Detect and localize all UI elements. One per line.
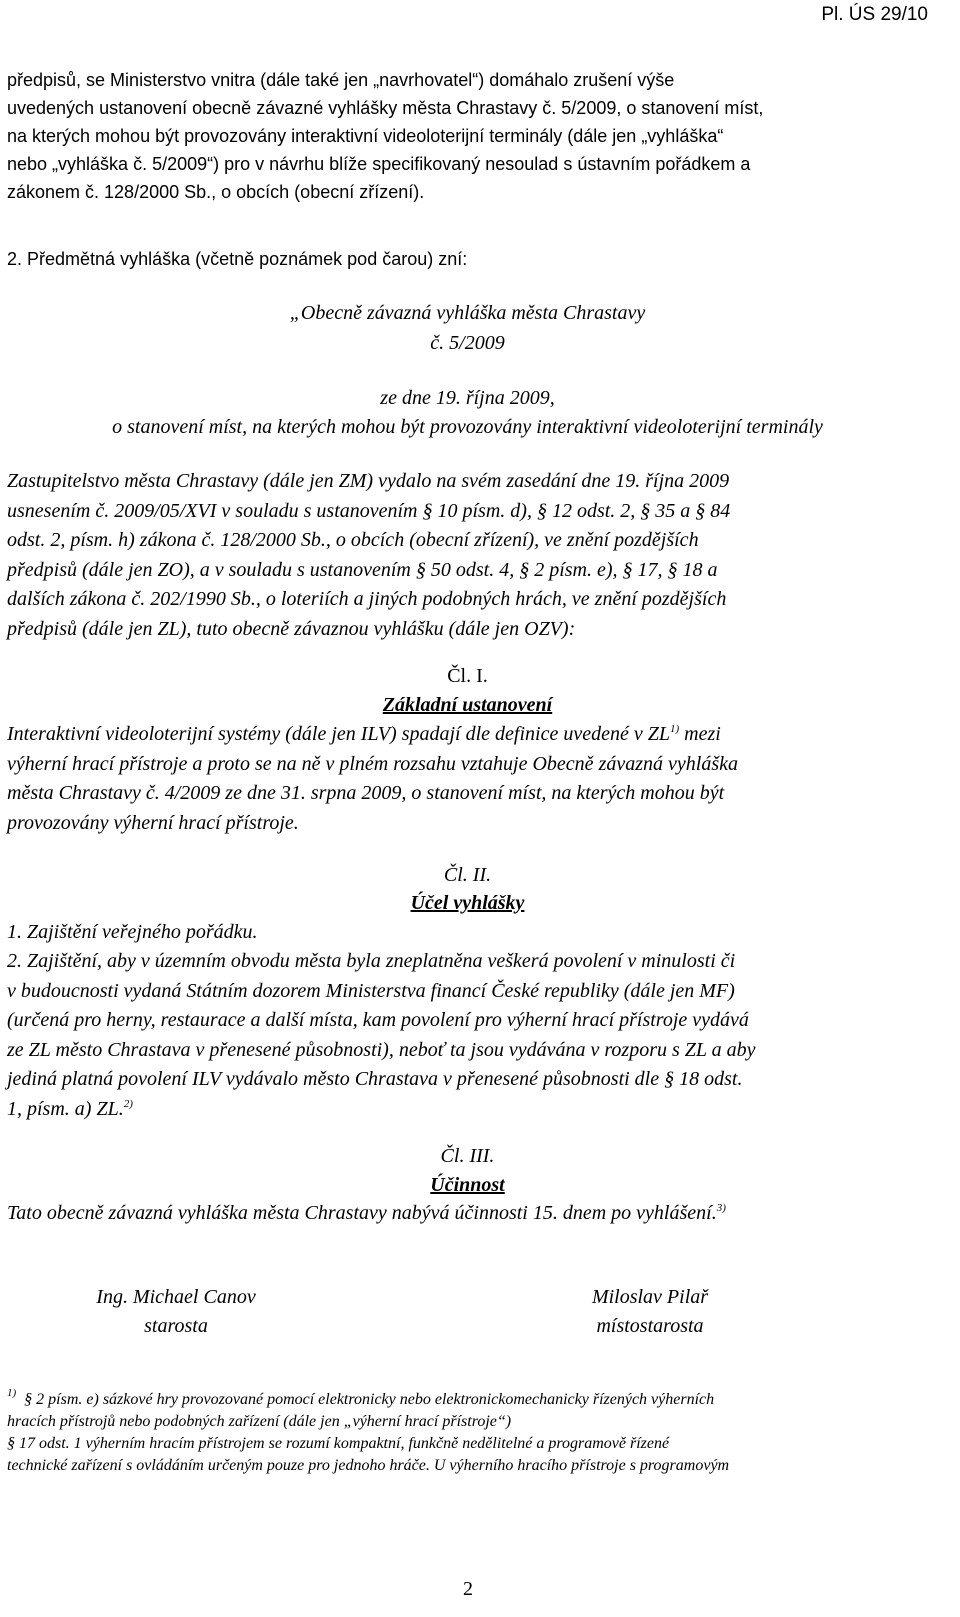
article-3-title	[7, 1171, 928, 1201]
page-number: 2	[463, 1578, 473, 1600]
article-2-title	[7, 889, 928, 919]
article-2-point-2	[7, 947, 928, 1124]
preamble-line: Zastupitelstvo města Chrastavy (dále jen ZM) vydalo na svém zasedání dne 19. října 2009	[7, 470, 730, 492]
article-1-number: Čl. I.	[447, 665, 488, 687]
intro-line: nebo „vyhláška č. 5/2009“) pro v návrhu blíže specifikovaný nesoulad s ústavním pořádkem a	[7, 154, 751, 174]
ordinance-title	[7, 299, 928, 358]
article-2-text-part: 1, písm. a) ZL.	[7, 1097, 124, 1120]
ordinance-number: č. 5/2009	[430, 331, 505, 354]
footnote-line: hracích přístrojů nebo podobných zařízení (dále jen „výherní hrací přístroje“)	[7, 1413, 512, 1430]
intro-line: uvedených ustanovení obecně závazné vyhlášky města Chrastavy č. 5/2009, o stanovení míst,	[7, 98, 764, 118]
article-1-title	[7, 691, 928, 721]
article-1-heading: Základní ustanovení	[382, 694, 553, 716]
ordinance-title-line: „Obecně závazná vyhláška města Chrastavy	[289, 302, 646, 324]
footnote-ref-3: 3)	[716, 1202, 726, 1214]
point-2: 2. Předmětná vyhláška (včetně poznámek pod čarou) zní:	[7, 249, 468, 269]
article-1-line: města Chrastavy č. 4/2009 ze dne 31. srpna 2009, o stanovení míst, na kterých mohou být	[7, 782, 725, 804]
intro-line: na kterých mohou být provozovány interaktivní videoloterijní terminály (dále jen „vyhláška“	[7, 126, 724, 146]
preamble-line: odst. 2, písm. h) zákona č. 128/2000 Sb., o obcích (obecní zřízení), ve znění pozdějších	[7, 529, 699, 551]
article-2-heading: Účel vyhlášky	[410, 892, 525, 914]
footnote-marker: 1)	[7, 1387, 17, 1399]
article-3-heading: Účinnost	[430, 1174, 505, 1196]
preamble	[7, 467, 928, 644]
article-2-number: Čl. II.	[443, 864, 492, 886]
preamble-line: usnesením č. 2009/05/XVI v souladu s ustanovením § 10 písm. d), § 12 odst. 2, § 35 a § 84	[7, 499, 731, 522]
signature-role: starosta	[144, 1315, 208, 1337]
article-1-line	[7, 720, 928, 750]
preamble-line: dalších zákona č. 202/1990 Sb., o loteriích a jiných podobných hrách, ve znění pozdějších	[7, 588, 727, 610]
footnote-line: § 17 odst. 1 výherním hracím přístrojem se rozumí kompaktní, funkčně nedělitelné a programově řízené	[7, 1435, 670, 1452]
footnote-line	[7, 1389, 928, 1411]
intro-line: zákonem č. 128/2000 Sb., o obcích (obecní zřízení).	[7, 182, 425, 202]
signature-right	[530, 1283, 770, 1341]
article-1-text-part: Interaktivní videoloterijní systémy (dále jen ILV) spadají dle definice uvedené v ZL	[7, 723, 670, 745]
ordinance-subject: o stanovení míst, na kterých mohou být provozovány interaktivní videoloterijní terminály	[112, 416, 823, 438]
article-3-number: Čl. III.	[440, 1145, 495, 1167]
signature-name: Ing. Michael Canov	[96, 1286, 256, 1308]
article-2-line	[7, 1095, 928, 1125]
footnote-text: § 2 písm. e) sázkové hry provozované pomocí elektronicky nebo elektronickomechanicky řízených výherních	[24, 1391, 715, 1408]
article-1-line: provozovány výherní hrací přístroje.	[7, 811, 299, 834]
article-1-text	[7, 720, 928, 838]
footnotes	[7, 1389, 928, 1477]
intro-line: předpisů, se Ministerstvo vnitra (dále také jen „navrhovatel“) domáhalo zrušení výše	[7, 70, 675, 90]
article-3-text	[7, 1199, 928, 1229]
article-1-line: výherní hrací přístroje a proto se na ně v plném rozsahu vztahuje Obecně závazná vyhláška	[7, 752, 738, 775]
article-1-text-part: mezi	[679, 723, 721, 745]
intro-paragraph	[7, 66, 928, 206]
signature-name: Miloslav Pilař	[591, 1286, 709, 1308]
signature-left	[56, 1283, 296, 1341]
article-3-text-part: Tato obecně závazná vyhláška města Chrastavy nabývá účinnosti 15. dnem po vyhlášení.	[7, 1202, 717, 1224]
article-2-line: jediná platná povolení ILV vydávalo město Chrastava v přenesené působnosti dle § 18 odst.	[7, 1068, 743, 1090]
article-2-point-1: 1. Zajištění veřejného pořádku.	[7, 921, 258, 943]
footnote-ref-2: 2)	[123, 1097, 133, 1110]
footnote-line: technické zařízení s ovládáním určeným pouze pro jednoho hráče. U výherního hracího přístroje s programovým	[7, 1457, 730, 1474]
ordinance-date: ze dne 19. října 2009,	[380, 387, 555, 409]
article-2-line: v budoucnosti vydaná Státním dozorem Ministerstva financí České republiky (dále jen MF)	[7, 979, 735, 1002]
article-2-line: 2. Zajištění, aby v územním obvodu města byla zneplatněna veškerá povolení v minulosti či	[7, 950, 736, 972]
footnote-ref-1: 1)	[669, 723, 680, 735]
signature-role: místostarosta	[596, 1315, 704, 1337]
article-2-line: ze ZL město Chrastava v přenesené působnosti), neboť ta jsou vydávána v rozporu s ZL a aby	[7, 1038, 756, 1061]
article-2-line: (určená pro herny, restaurace a další místa, kam povolení pro výherní hrací přístroje vydává	[7, 1009, 749, 1031]
preamble-line: předpisů (dále jen ZO), a v souladu s ustanovením § 50 odst. 4, § 2 písm. e), § 17, § 18 a	[7, 558, 718, 581]
document-id: Pl. ÚS 29/10	[821, 4, 928, 25]
preamble-line: předpisů (dále jen ZL), tuto obecně závaznou vyhlášku (dále jen OZV):	[7, 617, 576, 640]
